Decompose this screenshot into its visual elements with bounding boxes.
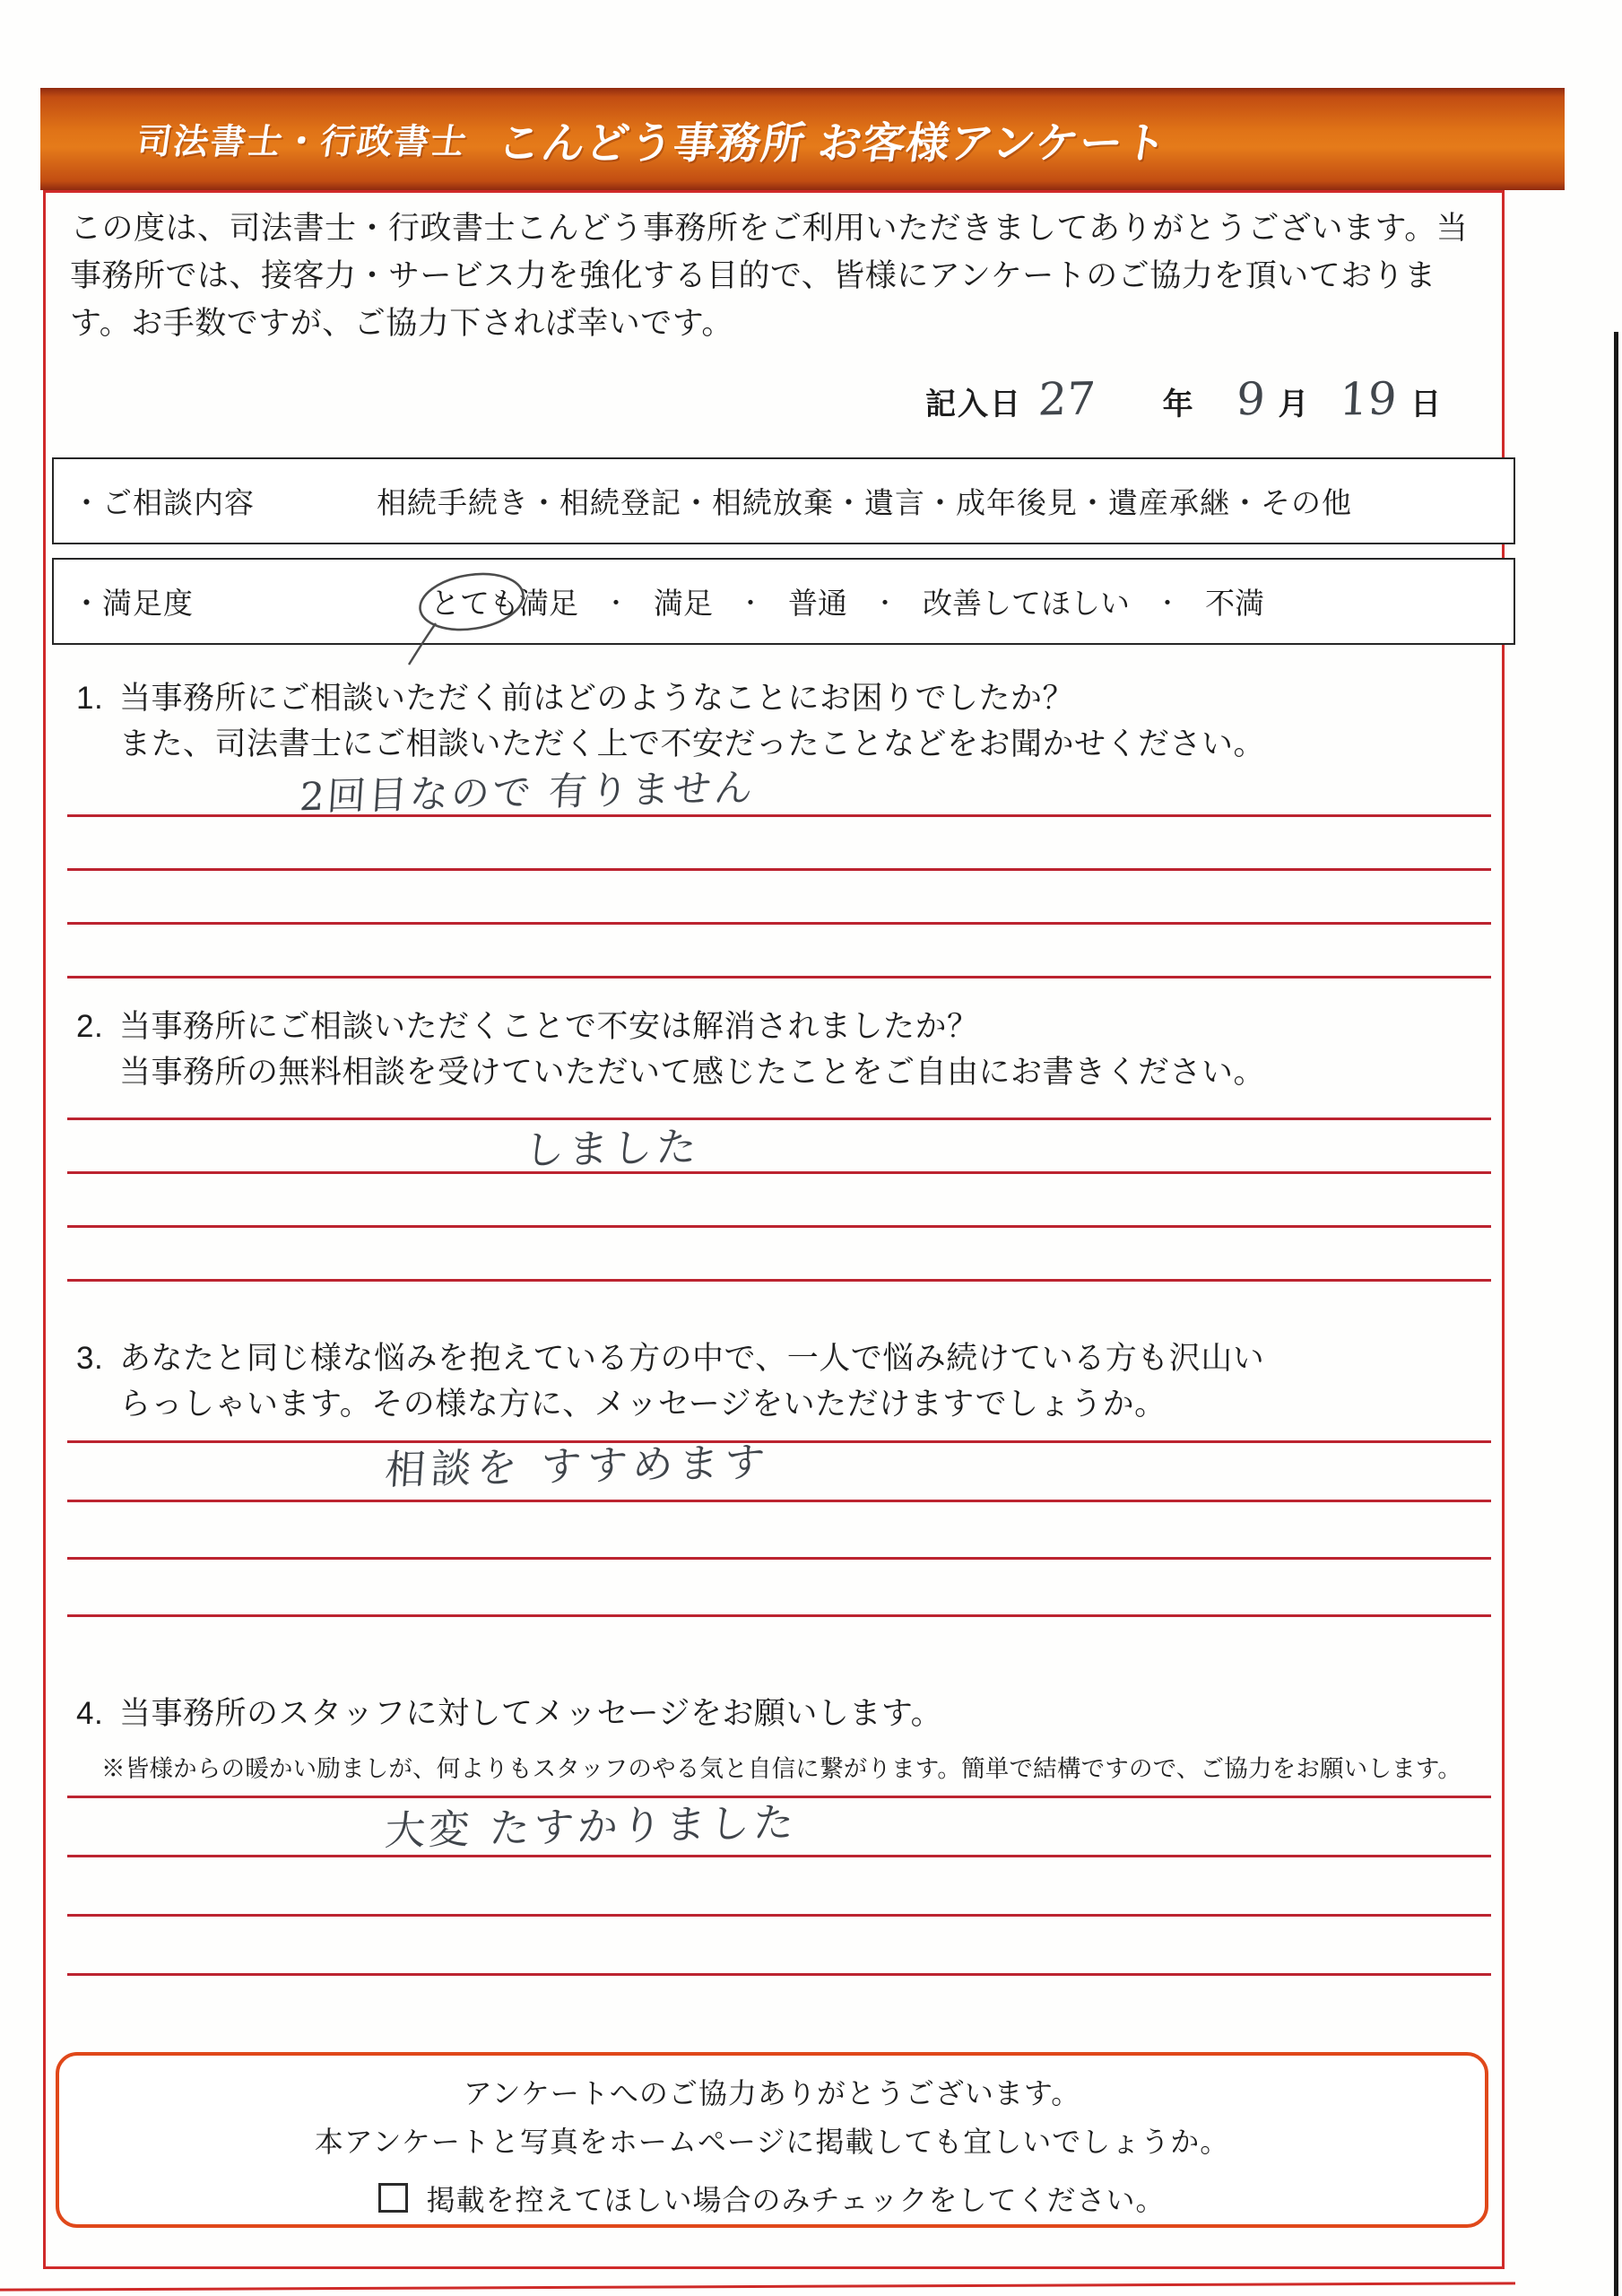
question-2-text-2: 当事務所の無料相談を受けていただいて感じたことをご自由にお書きください。 [119,1054,1266,1090]
option-separator: ・ [738,588,764,617]
entry-date-year-value: 27 [1037,372,1097,426]
answer-line [67,1855,1491,1857]
satisfaction-box [52,558,1515,645]
question-4-number: 4. [76,1696,104,1731]
answer-line [67,1171,1491,1174]
footer-consent-box [56,2052,1488,2228]
entry-date-row [925,372,1442,426]
satisfaction-option-unsatisfied: 不満 [1205,587,1265,620]
decline-publication-label: 掲載を控えてほしい場合のみチェックをしてください。 [426,2183,1166,2216]
question-2-number: 2. [76,1009,104,1044]
question-1-number: 1. [76,681,104,716]
answer-line [67,976,1491,978]
satisfaction-option-satisfied: 満足 [654,587,714,620]
satisfaction-option-improve: 改善してほしい [923,587,1131,620]
footer-thanks-text: アンケートへのご協力ありがとうございます。 [463,2077,1081,2109]
answer-line [67,922,1491,925]
option-separator: ・ [1155,588,1181,617]
answer-line [67,868,1491,871]
question-1 [76,676,1511,768]
scan-edge-artifact [1614,332,1618,2296]
answer-line [67,1973,1491,1976]
answer-line [67,1614,1491,1617]
month-unit-label: 月 [1278,387,1309,422]
handwritten-answer-3: 相談を すすめます [383,1438,772,1494]
satisfaction-option-normal: 普通 [788,587,848,620]
question-3-text: あなたと同じ様な悩みを抱えている方の中で、一人で悩み続けている方も沢山い [119,1341,1265,1376]
answer-line [67,1500,1491,1502]
header-banner [40,88,1565,190]
entry-date-day-value: 19 [1338,372,1399,426]
consultation-type-box [52,457,1515,544]
question-2 [76,1004,1511,1096]
answer-line [67,1914,1491,1917]
question-4-note: ※皆様からの暖かい励ましが、何よりもスタッフのやる気と自信に繋がります。簡単で結構ですので、ご協力をお願いします。 [101,1755,1462,1782]
satisfaction-option-very-satisfied: とても満足 [430,580,578,622]
handwritten-answer-2: しました [522,1122,702,1175]
consultation-type-label: ・ご相談内容 [72,486,255,519]
entry-date-month-value: 9 [1235,372,1266,426]
intro-text: この度は、司法書士・行政書士こんどう事務所をご利用いただきましてありがとうございます。当事務所では、接客力・サービス力を強化する目的で、皆様にアンケートのご協力を頂いております。お手数ですが、ご協力下されば幸いです。 [70,211,1469,342]
question-1-text-2: また、司法書士にご相談いただく上で不安だったことなどをお聞かせください。 [119,726,1266,761]
year-unit-label: 年 [1162,387,1193,422]
option-separator: ・ [872,588,898,617]
question-4 [76,1692,1511,1737]
day-unit-label: 日 [1410,387,1442,422]
footer-consent-question: 本アンケートと写真をホームページに掲載しても宜しいでしょうか。 [314,2125,1230,2158]
question-3-text-2: らっしゃいます。その様な方に、メッセージをいただけますでしょうか。 [119,1386,1167,1422]
handwritten-answer-1: 2回目なので 有りません [298,765,757,821]
answer-line [67,814,1491,817]
option-separator: ・ [603,588,629,617]
answer-line [67,1557,1491,1560]
question-3-number: 3. [76,1341,104,1376]
question-3 [76,1336,1511,1428]
answer-line [67,1225,1491,1228]
answer-line [67,1440,1491,1443]
question-2-text: 当事務所にご相談いただくことで不安は解消されましたか？ [119,1009,979,1044]
handwritten-answer-4: 大変 たすかりました [383,1798,800,1855]
entry-date-label: 記入日 [925,387,1022,422]
satisfaction-options [430,580,1264,622]
question-4-text: 当事務所のスタッフに対してメッセージをお願いします。 [119,1696,943,1731]
footer-checkbox-row [59,2178,1485,2219]
office-name-title: こんどう事務所 お客様アンケート [494,119,1171,168]
answer-line [67,1118,1491,1120]
answer-line [67,1279,1491,1282]
office-type-title: 司法書士・行政書士 [134,123,471,161]
satisfaction-label: ・満足度 [72,587,194,620]
decline-publication-checkbox[interactable] [378,2183,408,2213]
question-1-text: 当事務所にご相談いただく前はどのようなことにお困りでしたか？ [119,681,1075,716]
scan-artifact-line [0,2282,1515,2291]
consultation-type-options: 相続手続き・相続登記・相続放棄・遺言・成年後見・遺産承継・その他 [377,486,1352,519]
